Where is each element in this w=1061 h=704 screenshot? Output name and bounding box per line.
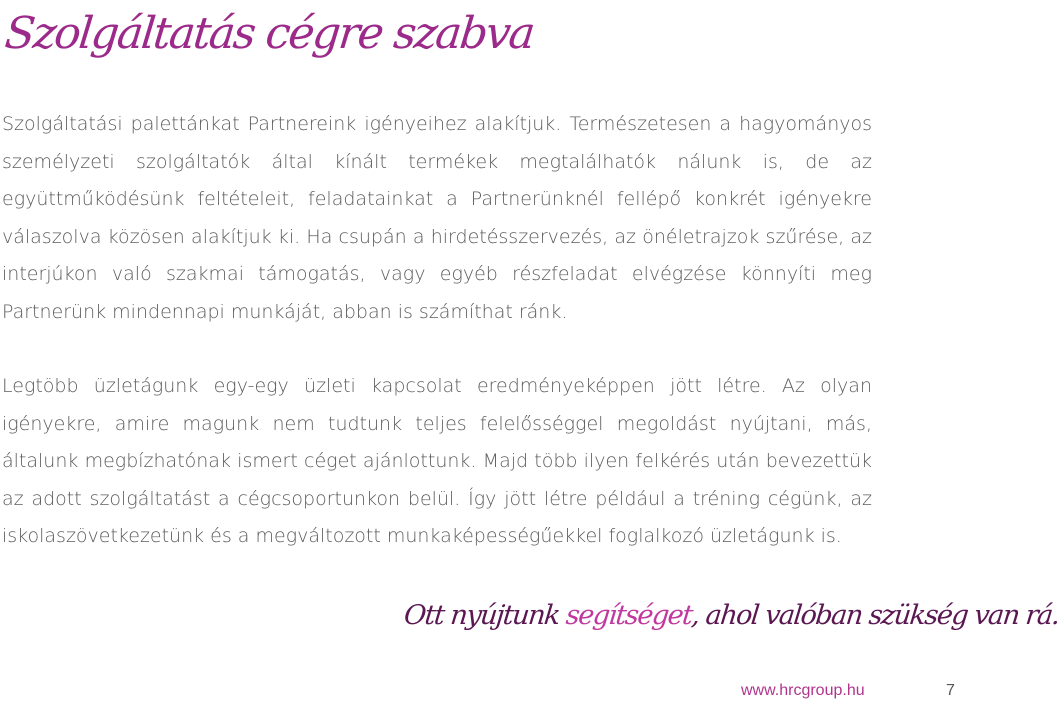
website-link[interactable]: www.hrcgroup.hu <box>741 682 865 699</box>
slogan-part-2: , ahol valóban szükség van rá. <box>689 600 1061 631</box>
slogan-accent: segítséget <box>564 600 694 631</box>
slogan <box>402 596 1061 636</box>
body-paragraph-1: Szolgáltatási palettánkat Partnereink igényeihez alakítjuk. Természetesen a hagyományos személyzeti szolgáltatók által kínált termékek megtalálhatók nálunk is, de az együttműködésünk feltételeit, feladatainkat a Partnerünknél fellépő konkrét igényekre válaszolva közösen alakítjuk ki. Ha csupán a hirdetésszervezés, az önéletrajzok szűrése, az interjúkon való szakmai támogatás, vagy egyéb részfeladat elvégzése könnyíti meg Partnerünk mindennapi munkáját, abban is számíthat ránk. <box>2 113 872 323</box>
page-number: 7 <box>946 682 955 699</box>
page-title: Szolgáltatás cégre szabva <box>2 8 536 59</box>
body-paragraph-2: Legtöbb üzletágunk egy-egy üzleti kapcsolat eredményeképpen jött létre. Az olyan igényekre, amire magunk nem tudtunk teljes felelősséggel megoldást nyújtani, más, általunk megbízhatónak ismert céget ajánlottunk. Majd több ilyen felkérés után bevezettük az adott szolgáltatást a cégcsoportunkon belül. Így jött létre például a tréning cégünk, az iskolaszövetkezetünk és a megváltozott munkaképességűekkel foglalkozó üzletágunk is. <box>2 375 872 547</box>
slogan-part-1: Ott nyújtunk <box>402 600 568 631</box>
